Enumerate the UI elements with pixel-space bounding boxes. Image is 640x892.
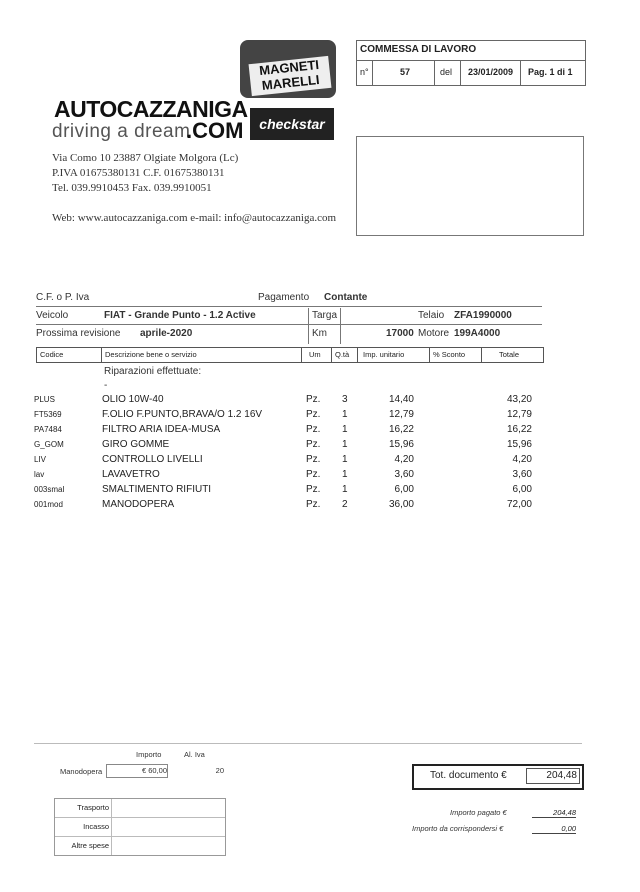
- magneti-marelli-text: MAGNETI MARELLI: [249, 56, 332, 96]
- row-qty: 3: [342, 394, 348, 405]
- table-row: [0, 454, 640, 468]
- commessa-number: 57: [400, 67, 411, 77]
- row-qty: 1: [342, 439, 348, 450]
- footer-divider: [34, 743, 582, 744]
- payment-label: Pagamento: [258, 292, 310, 303]
- brand-title: AUTOCAZZANIGA: [54, 96, 248, 122]
- row-unit-price: 36,00: [388, 499, 414, 510]
- row-code: G_GOM: [34, 440, 64, 449]
- address-line-2: P.IVA 01675380131 C.F. 01675380131: [52, 167, 225, 179]
- row-total: 6,00: [512, 484, 532, 495]
- manodopera-importo: € 60,00: [106, 764, 168, 778]
- checkstar-logo: checkstar: [250, 108, 334, 140]
- th-totale: Totale: [499, 350, 520, 359]
- vehicle-label: Veicolo: [36, 310, 69, 321]
- row-qty: 1: [342, 484, 348, 495]
- telaio-value: ZFA1990000: [454, 310, 512, 321]
- magneti-marelli-logo: [240, 40, 336, 98]
- total-box: [412, 764, 584, 790]
- web-line: Web: www.autocazzaniga.com e-mail: info@autocazzaniga.com: [52, 212, 337, 224]
- row-qty: 2: [342, 499, 348, 510]
- row-total: 43,20: [506, 394, 532, 405]
- row-qty: 1: [342, 409, 348, 420]
- table-header: [36, 347, 544, 363]
- total-value: 204,48: [526, 768, 580, 784]
- vehicle-value: FIAT - Grande Punto - 1.2 Active: [104, 310, 256, 321]
- row-um: Pz.: [306, 484, 321, 495]
- table-row: [0, 409, 640, 423]
- row-um: Pz.: [306, 499, 321, 510]
- divider: [36, 306, 542, 307]
- manodopera-iva: 20: [215, 766, 224, 775]
- row-um: Pz.: [306, 424, 321, 435]
- row-um: Pz.: [306, 394, 321, 405]
- row-code: FT5369: [34, 410, 62, 419]
- telaio-label: Telaio: [418, 310, 445, 321]
- row-um: Pz.: [306, 469, 321, 480]
- row-code: PLUS: [34, 395, 55, 404]
- divider: [308, 308, 309, 344]
- commessa-page: Pag. 1 di 1: [528, 67, 573, 77]
- th-um: Um: [309, 350, 321, 359]
- revision-label: Prossima revisione: [36, 328, 121, 339]
- row-description: MANODOPERA: [102, 499, 175, 510]
- targa-label: Targa: [312, 310, 338, 321]
- row-qty: 1: [342, 424, 348, 435]
- table-row: [0, 439, 640, 453]
- brand-com: .COM: [186, 118, 244, 143]
- row-code: 003smal: [34, 485, 65, 494]
- row-unit-price: 6,00: [394, 484, 414, 495]
- row-total: 12,79: [506, 409, 532, 420]
- row-description: FILTRO ARIA IDEA-MUSA: [102, 424, 221, 435]
- altre-spese-label: Altre spese: [71, 841, 109, 850]
- repairs-dash: -: [104, 380, 108, 391]
- incasso-label: Incasso: [83, 822, 109, 831]
- row-description: LAVAVETRO: [102, 469, 160, 480]
- customer-address-box: [356, 136, 584, 236]
- row-total: 15,96: [506, 439, 532, 450]
- importo-pagato-label: Importo pagato €: [450, 808, 507, 817]
- table-row: [0, 424, 640, 438]
- commessa-date: 23/01/2009: [468, 67, 514, 77]
- commessa-n-label: n°: [360, 67, 369, 77]
- extra-costs-box: [54, 798, 226, 856]
- row-code: 001mod: [34, 500, 63, 509]
- table-row: [0, 484, 640, 498]
- cf-label: C.F. o P. Iva: [36, 292, 90, 303]
- divider: [36, 324, 542, 325]
- row-total: 72,00: [506, 499, 532, 510]
- importo-pagato-value: 204,48: [532, 808, 576, 818]
- trasporto-label: Trasporto: [77, 803, 109, 812]
- revision-value: aprile-2020: [140, 328, 193, 339]
- row-code: lav: [34, 470, 45, 479]
- total-label: Tot. documento €: [430, 770, 507, 781]
- row-description: OLIO 10W-40: [102, 394, 164, 405]
- repairs-intro: Riparazioni effettuate:: [104, 366, 202, 377]
- row-code: LIV: [34, 455, 47, 464]
- km-label: Km: [312, 328, 327, 339]
- manodopera-label: Manodopera: [60, 767, 103, 776]
- km-value: 17000: [386, 328, 414, 339]
- importo-corrispondersi-label: Importo da corrispondersi €: [412, 824, 504, 833]
- commessa-title: COMMESSA DI LAVORO: [360, 44, 477, 55]
- row-unit-price: 15,96: [388, 439, 414, 450]
- row-description: SMALTIMENTO RIFIUTI: [102, 484, 212, 495]
- row-unit-price: 16,22: [388, 424, 414, 435]
- row-code: PA7484: [34, 425, 62, 434]
- row-um: Pz.: [306, 454, 321, 465]
- divider: [340, 308, 341, 344]
- row-um: Pz.: [306, 409, 321, 420]
- address-line-3: Tel. 039.9910453 Fax. 039.9910051: [52, 182, 212, 194]
- row-total: 4,20: [512, 454, 532, 465]
- row-description: GIRO GOMME: [102, 439, 170, 450]
- th-qty: Q.tà: [335, 350, 350, 359]
- th-descrizione: Descrizione bene o servizio: [105, 350, 197, 359]
- row-unit-price: 3,60: [394, 469, 414, 480]
- row-total: 16,22: [506, 424, 532, 435]
- row-qty: 1: [342, 454, 348, 465]
- commessa-row: [356, 60, 586, 85]
- commessa-date-label: del: [440, 67, 453, 77]
- importo-label: Importo: [136, 750, 162, 759]
- importo-corrispondersi-value: 0,00: [532, 824, 576, 834]
- th-codice: Codice: [40, 350, 64, 359]
- row-total: 3,60: [512, 469, 532, 480]
- row-unit-price: 4,20: [394, 454, 414, 465]
- motore-label: Motore: [418, 328, 450, 339]
- row-description: F.OLIO F.PUNTO,BRAVA/O 1.2 16V: [102, 409, 263, 420]
- row-um: Pz.: [306, 439, 321, 450]
- address-line-1: Via Como 10 23887 Olgiate Molgora (Lc): [52, 152, 239, 164]
- payment-value: Contante: [324, 292, 368, 303]
- row-unit-price: 12,79: [388, 409, 414, 420]
- th-imp-unitario: Imp. unitario: [363, 350, 405, 359]
- iva-label: Al. Iva: [184, 750, 205, 759]
- th-sconto: % Sconto: [433, 350, 466, 359]
- brand-tagline: driving a dream: [52, 121, 191, 142]
- table-row: [0, 469, 640, 483]
- motore-value: 199A4000: [454, 328, 501, 339]
- row-description: CONTROLLO LIVELLI: [102, 454, 203, 465]
- row-unit-price: 14,40: [388, 394, 414, 405]
- row-qty: 1: [342, 469, 348, 480]
- table-row: [0, 394, 640, 408]
- table-row: [0, 499, 640, 513]
